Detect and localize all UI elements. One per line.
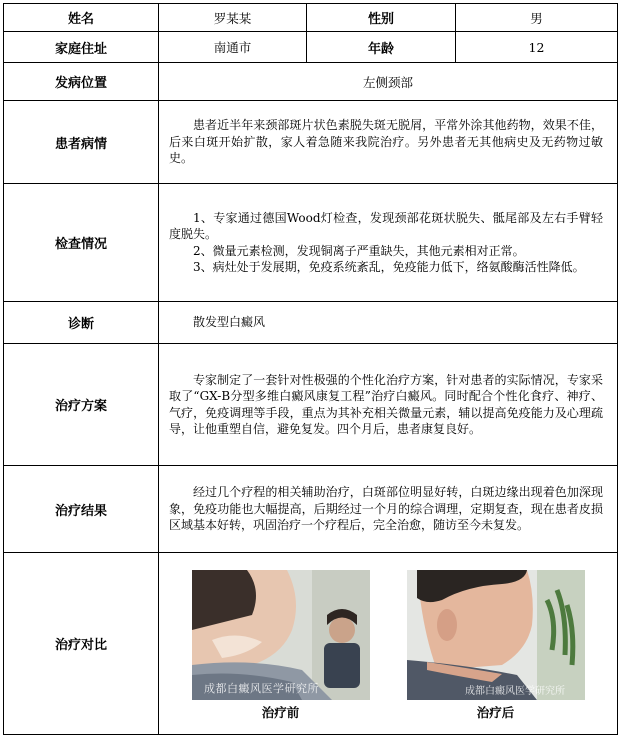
diagnosis-cell (159, 302, 618, 344)
diagnosis-row (4, 302, 618, 344)
exam-item-1: 1、专家通过德国Wood灯检查，发现颈部花斑状脱失、骶尾部及左右手臂轻度脱失。 (169, 210, 603, 241)
result-text: 经过几个疗程的相关辅助治疗，白斑部位明显好转，白斑边缘出现着色加深现象，免疫功能也大幅提高，后期经过一个月的综合调理，定期复查，现在患者皮损区域基本好转，巩固治疗一个疗程后，完全治愈，随访至今未复发。 (169, 485, 603, 533)
exam-cell (159, 184, 618, 302)
after-caption: 治疗后 (476, 705, 515, 720)
before-watermark: 成都白癜风医学研究所 (203, 682, 319, 695)
exam-item-2: 2、微量元素检测，发现铜离子严重缺失，其他元素相对正常。 (193, 243, 525, 258)
age-label: 年龄 (307, 32, 456, 63)
before-photo-box (192, 570, 370, 721)
after-photo-box (407, 570, 585, 721)
name-value: 罗某某 (159, 4, 307, 32)
name-label: 姓名 (4, 4, 159, 32)
before-photo (192, 570, 370, 700)
result-label: 治疗结果 (4, 466, 159, 553)
result-row (4, 466, 618, 553)
condition-row (4, 101, 618, 184)
site-row (4, 63, 618, 101)
after-photo (407, 570, 585, 700)
plan-label: 治疗方案 (4, 344, 159, 466)
diagnosis-label: 诊断 (4, 302, 159, 344)
after-watermark: 成都白癜风医学研究所 (464, 686, 565, 697)
after-neck-image (407, 570, 585, 700)
plan-text: 专家制定了一套针对性极强的个性化治疗方案，针对患者的实际情况，专家采取了“GX-B分型多维白癜风康复工程”治疗白癜风。同时配合个性化食疗、神疗、气疗，免疫调理等手段，重点为其补充相关微量元素，辅以提高免疫能力及心理疏导，让他重塑自信，避免复发。四个月后，患者康复良好。 (169, 372, 603, 436)
address-label: 家庭住址 (4, 32, 159, 63)
plan-cell (159, 344, 618, 466)
exam-row (4, 184, 618, 302)
address-age-row (4, 32, 618, 63)
before-caption: 治疗前 (261, 705, 300, 720)
age-value: 12 (456, 32, 618, 63)
exam-item-3: 3、病灶处于发展期，免疫系统紊乱，免疫能力低下，络氨酸酶活性降低。 (193, 260, 585, 274)
diagnosis-text: 散发型白癜风 (193, 315, 266, 330)
exam-label: 检查情况 (4, 184, 159, 302)
plan-row (4, 344, 618, 466)
address-value: 南通市 (159, 32, 307, 63)
gender-label: 性别 (307, 4, 456, 32)
name-gender-row (4, 4, 618, 32)
gender-value: 男 (456, 4, 618, 32)
compare-label: 治疗对比 (4, 553, 159, 735)
condition-cell (159, 101, 618, 184)
patient-record-table (3, 3, 618, 735)
condition-label: 患者病情 (4, 101, 159, 184)
compare-row (4, 553, 618, 735)
before-neck-image (192, 570, 370, 700)
site-value: 左侧颈部 (159, 63, 618, 101)
condition-text: 患者近半年来颈部斑片状色素脱失斑无脱屑，平常外涂其他药物，效果不佳，后来白斑开始扩散，家人着急随来我院治疗。另外患者无其他病史及无药物过敏史。 (169, 118, 603, 166)
compare-photos (159, 560, 617, 727)
result-cell (159, 466, 618, 553)
compare-cell (159, 553, 618, 735)
site-label: 发病位置 (4, 63, 159, 101)
